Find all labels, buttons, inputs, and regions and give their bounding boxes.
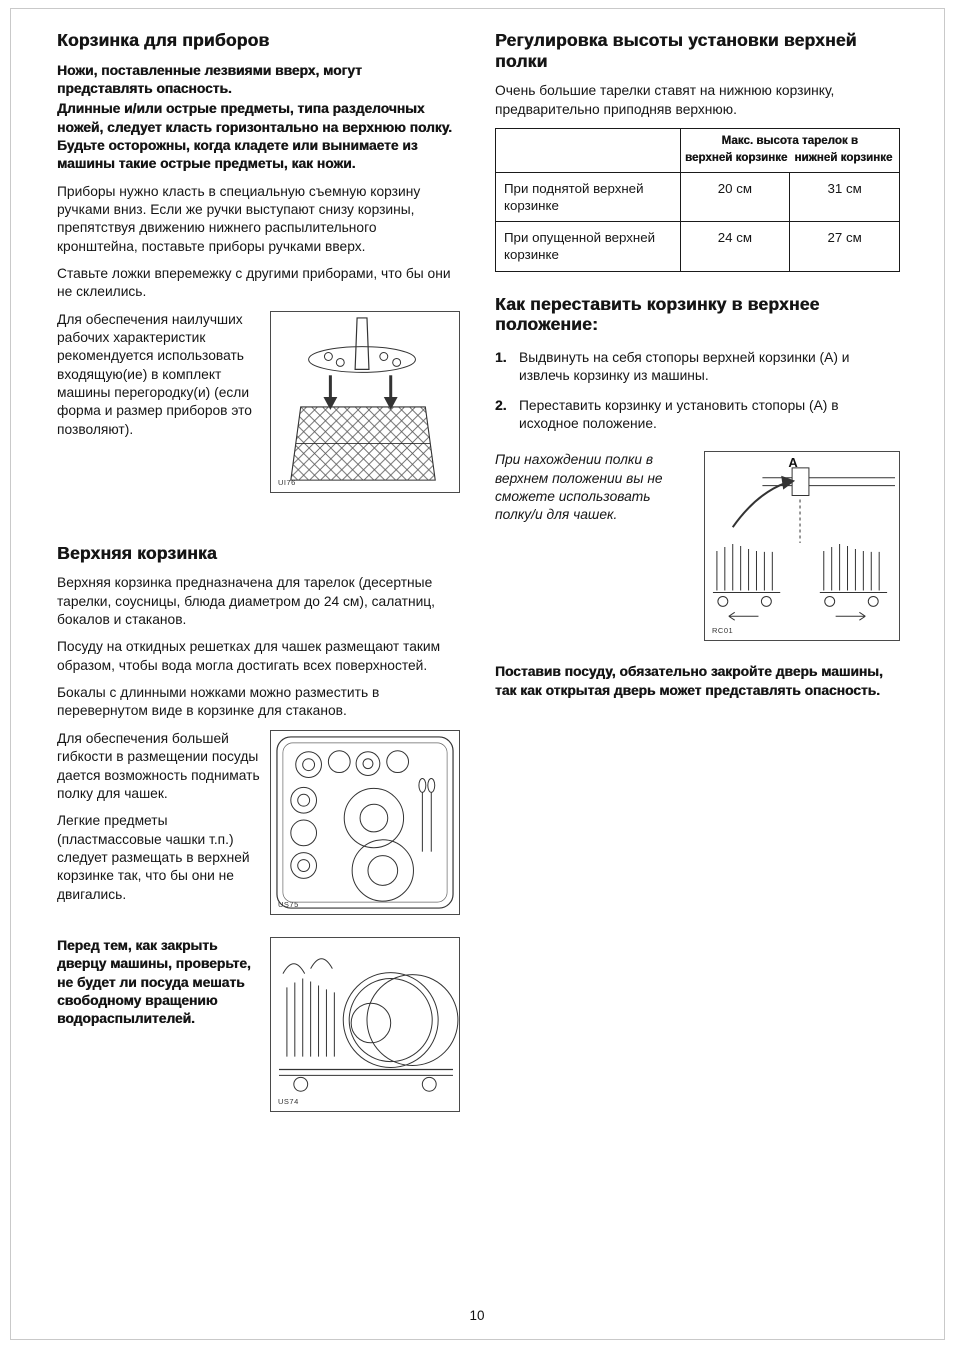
step-item	[495, 397, 900, 434]
close-door-warning: Перед тем, как закрыть дверцу машины, проверьте, не будет ли посуда мешать свободному вращению водораспылителей.	[57, 937, 251, 1027]
table-row-lower-value: 27 см	[790, 222, 900, 272]
upper-basket-section-title: Верхняя корзинка	[57, 542, 217, 563]
upper-basket-paragraph-5: Легкие предметы (пластмассовые чашки т.п.) следует размещать в верхней корзинке так, что бы они не двигались.	[57, 813, 250, 902]
reposition-subheading: Как переставить корзинку в верхнее положение:	[495, 293, 820, 335]
upper-basket-paragraph-4: Для обеспечения большей гибкости в размещении посуды дается возможность поднимать полку для чашек.	[57, 730, 260, 801]
step-text: Переставить корзинку и установить стопоры (А) в исходное положение.	[519, 397, 839, 431]
table-subheader-upper: верхней корзинке	[684, 150, 788, 164]
upper-basket-top-view-figure	[270, 730, 460, 915]
max-plate-height-table	[495, 128, 900, 272]
table-header-cell	[680, 128, 899, 172]
stopper-marker-label: A	[788, 455, 798, 471]
cutlery-section-title: Корзинка для приборов	[57, 30, 270, 50]
height-adjust-figure-label: RC01	[712, 626, 734, 636]
height-adjust-figure-row	[495, 451, 900, 641]
table-row-upper-value: 20 см	[680, 172, 790, 222]
height-section-title: Регулировка высоты установки верхней полки	[495, 30, 857, 71]
shelf-note: При нахождении полки в верхнем положении вы не сможете использовать полку/и для чашек.	[495, 452, 663, 523]
manual-page-content	[57, 30, 900, 1112]
upper-basket-paragraph-1: Верхняя корзинка предназначена для тарелок (десертные тарелки, соусницы, блюда диаметром до 24 см), салатниц, бокалов и стаканов.	[57, 575, 436, 628]
table-header-row	[496, 128, 900, 172]
step-item	[495, 349, 900, 386]
height-adjust-illustration	[705, 452, 899, 640]
cutlery-warning-2: Длинные и/или острые предметы, типа разделочных ножей, следует класть горизонтально на верхнюю полку. Будьте осторожны, когда кладете или вынимаете из машины такие острые предметы, как ножи.	[57, 101, 452, 172]
table-header-main: Макс. высота тарелок в	[721, 133, 859, 147]
step-number: 1.	[495, 349, 507, 365]
upper-basket-top-view-illustration	[271, 731, 459, 914]
table-subheader-lower: нижней корзинке	[794, 150, 893, 164]
right-column	[495, 30, 900, 1112]
left-column	[57, 30, 460, 1112]
reposition-steps	[495, 349, 900, 433]
table-row-upper-value: 24 см	[680, 222, 790, 272]
cutlery-paragraph-2: Ставьте ложки вперемежку с другими приборами, что бы они не склеились.	[57, 266, 451, 300]
table-row	[496, 222, 900, 272]
upper-basket-paragraph-3: Бокалы с длинными ножками можно разместить в перевернутом виде в корзинке для стаканов.	[57, 685, 380, 719]
upper-basket-side-view-illustration	[271, 938, 459, 1111]
upper-basket-side-figure-label: US74	[278, 1096, 299, 1106]
step-text: Выдвинуть на себя стопоры верхней корзинки (А) и извлечь корзинку из машины.	[519, 349, 850, 384]
step-number: 2.	[495, 397, 507, 413]
page-number: 10	[469, 1308, 485, 1323]
cutlery-figure-row	[57, 311, 460, 493]
upper-basket-side-figure-row	[57, 937, 460, 1112]
table-header-empty-cell	[496, 128, 681, 172]
cutlery-basket-illustration	[271, 312, 459, 492]
cutlery-paragraph-1: Приборы нужно класть в специальную съемную корзину ручками вниз. Если же ручки выступают снизу корзины, препятствуя движению нижнего распылительного кронштейна, поставьте приборы ручками вверх.	[57, 183, 421, 254]
upper-basket-top-figure-label: US75	[278, 899, 299, 909]
table-row-label: При поднятой верхней корзинке	[496, 172, 681, 222]
cutlery-paragraph-3: Для обеспечения наилучших рабочих характеристик рекомендуется использовать входящую(ие) в комплект машины перегородку(и) (если форма и размер приборов это позволяют).	[57, 311, 252, 437]
upper-basket-paragraph-2: Посуду на откидных решетках для чашек размещают таким образом, чтобы вода могла достигать всех поверхностей.	[57, 639, 441, 673]
table-row	[496, 172, 900, 222]
table-subheaders	[683, 150, 897, 167]
closing-warning: Поставив посуду, обязательно закройте дверь машины, так как открытая дверь может представлять опасность.	[495, 664, 883, 698]
upper-basket-side-view-figure	[270, 937, 460, 1112]
cutlery-basket-figure	[270, 311, 460, 493]
table-row-lower-value: 31 см	[790, 172, 900, 222]
upper-basket-top-figure-row	[57, 730, 460, 915]
height-adjust-figure	[704, 451, 900, 641]
cutlery-figure-label: UI76	[278, 477, 296, 487]
cutlery-warning-1: Ножи, поставленные лезвиями вверх, могут представлять опасность.	[57, 62, 362, 96]
table-row-label: При опущенной верхней корзинке	[496, 222, 681, 272]
height-paragraph-1: Очень большие тарелки ставят на нижнюю корзинку, предварительно приподняв верхнюю.	[495, 83, 835, 117]
